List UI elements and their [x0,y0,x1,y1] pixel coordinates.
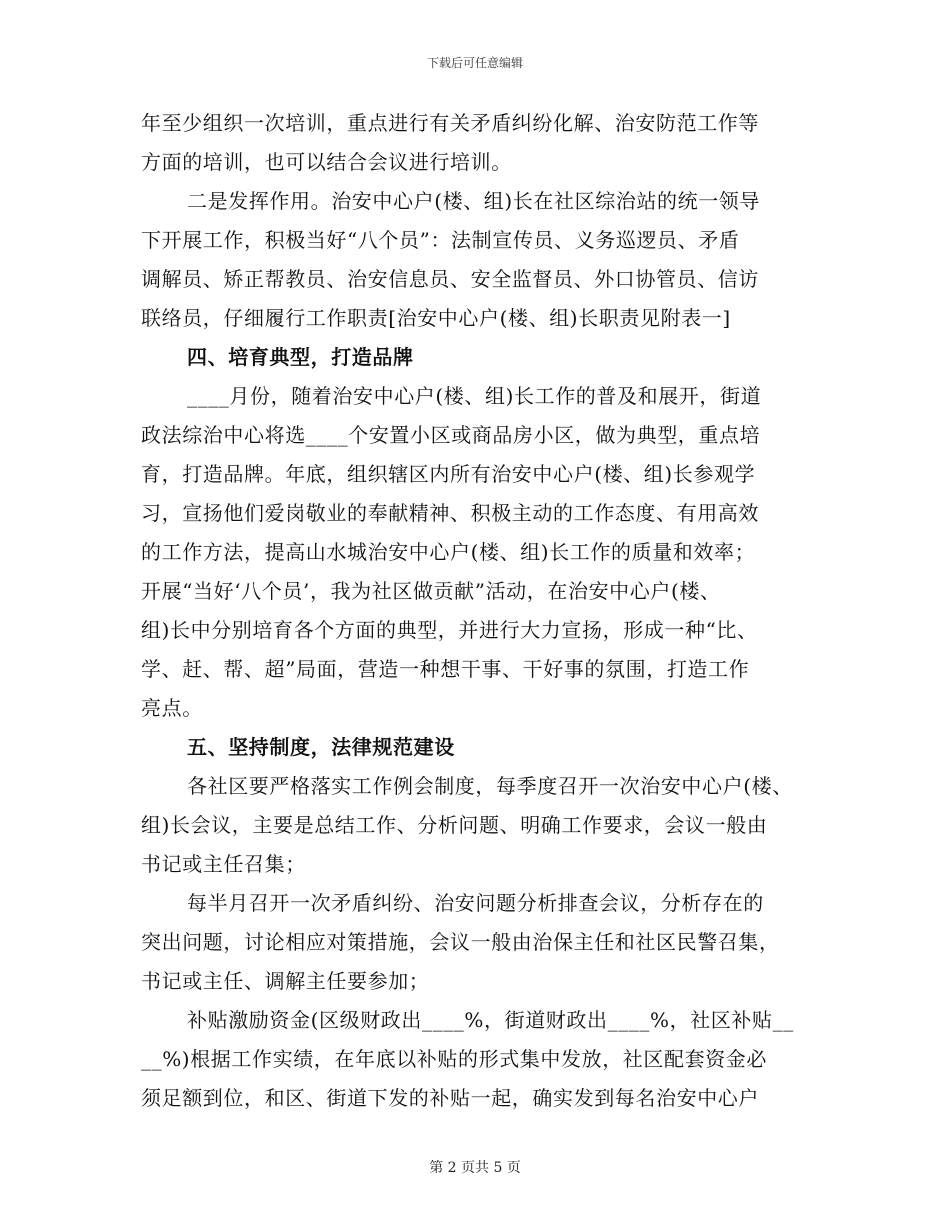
page-header: 下载后可任意编辑 [426,56,523,70]
section-heading: 五、坚持制度，法律规范建设 [187,735,455,759]
body-line: 下开展工作，积极当好“八个员”：法制宣传员、义务巡逻员、矛盾 [141,228,740,252]
body-line: 书记或主任召集； [141,852,306,876]
page-footer: 第 2 页共 5 页 [429,1160,521,1176]
body-line: 二是发挥作用。治安中心户(楼、组)长在社区综治站的统一领导 [187,189,761,213]
body-line: 每半月召开一次矛盾纠纷、治安问题分析排查会议，分析存在的 [187,891,764,915]
body-line: 年至少组织一次培训，重点进行有关矛盾纠纷化解、治安防范工作等 [141,111,759,135]
body-line: 组)长中分别培育各个方面的典型，并进行大力宣扬，形成一种“比、 [141,618,758,642]
body-line: 育，打造品牌。年底，组织辖区内所有治安中心户(楼、组)长参观学 [141,462,756,486]
body-line: 补贴激励资金(区级财政出____%，街道财政出____%，社区补贴__ [187,1008,794,1032]
body-line: 书记或主任、调解主任要参加； [141,969,430,993]
body-line: 须足额到位，和区、街道下发的补贴一起，确实发到每名治安中心户 [141,1086,759,1110]
body-line: 方面的培训，也可以结合会议进行培训。 [141,150,512,174]
body-line: ____月份，随着治安中心户(楼、组)长工作的普及和展开，街道 [187,384,762,408]
section-heading: 四、培育典型，打造品牌 [187,345,414,369]
body-line: 调解员、矫正帮教员、治安信息员、安全监督员、外口协管员、信访 [141,267,759,291]
body-line: 组)长会议，主要是总结工作、分析问题、明确工作要求，会议一般由 [141,813,768,837]
body-line: 习，宣扬他们爱岗敬业的奉献精神、积极主动的工作态度、有用高效 [141,501,759,525]
body-line: 学、赶、帮、超”局面，营造一种想干事、干好事的氛围，打造工作 [141,657,750,681]
body-line: 的工作方法，提高山水城治安中心户(楼、组)长工作的质量和效率； [141,540,756,564]
body-line: 各社区要严格落实工作例会制度，每季度召开一次治安中心户(楼、 [187,774,793,798]
body-line: 亮点。 [141,696,203,720]
body-line: 突出问题，讨论相应对策措施，会议一般由治保主任和社区民警召集， [141,930,780,954]
body-line: __%)根据工作实绩，在年底以补贴的形式集中发放，社区配套资金必 [141,1047,768,1071]
body-line: 开展“当好‘八个员’，我为社区做贡献”活动，在治安中心户(楼、 [141,579,721,603]
body-line: 政法综治中心将选____个安置小区或商品房小区，做为典型，重点培 [141,423,761,447]
body-line: 联络员，仔细履行工作职责[治安中心户(楼、组)长职责见附表一] [141,306,731,330]
